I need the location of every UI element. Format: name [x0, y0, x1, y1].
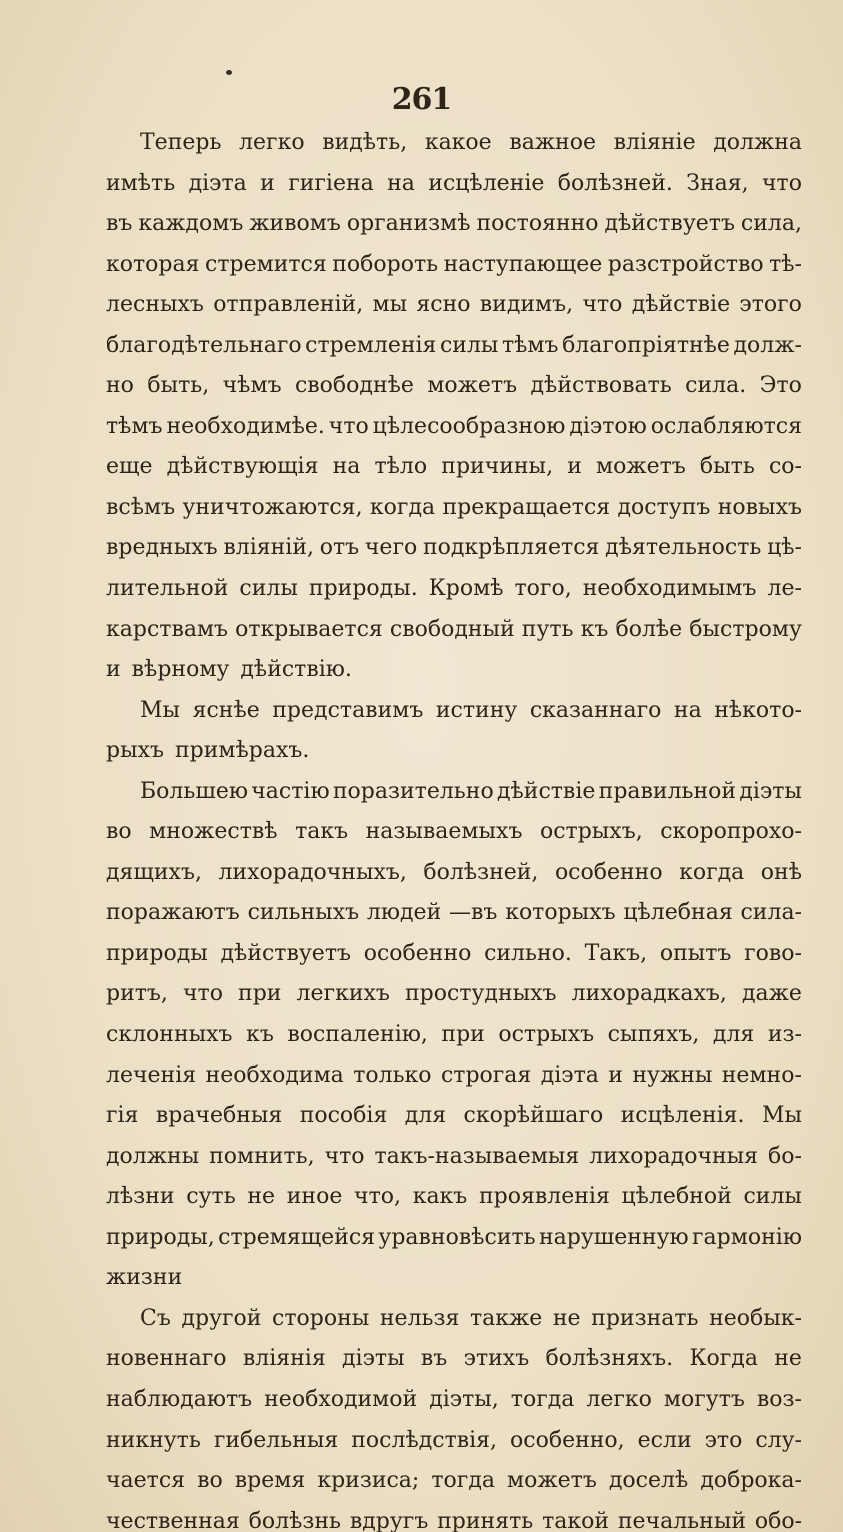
- word: что: [183, 981, 223, 1007]
- word: уничтожаются,: [182, 494, 363, 520]
- word: пособія: [299, 1103, 388, 1129]
- word: цѣлебной: [621, 1184, 732, 1210]
- word: еще: [106, 454, 153, 480]
- word: ясно: [416, 292, 471, 318]
- text-line: [106, 974, 802, 1015]
- word: тѣло: [374, 454, 428, 480]
- word: яснѣе: [192, 697, 260, 723]
- text-line: [106, 1096, 802, 1137]
- word: жизни: [106, 1265, 183, 1291]
- word: воспаленію,: [287, 1022, 428, 1048]
- word: на: [387, 170, 415, 196]
- word: вліяніе: [613, 130, 696, 155]
- word: необходима: [205, 1062, 344, 1088]
- word: тогда: [431, 1468, 495, 1494]
- word: для: [404, 1103, 447, 1129]
- word: цѣ-: [767, 535, 802, 561]
- word: лихорадкахъ,: [571, 981, 727, 1007]
- word: —въ: [449, 900, 498, 926]
- word: силы: [439, 332, 499, 358]
- word: этого: [739, 292, 802, 318]
- text-line: [106, 164, 802, 205]
- word: такой: [542, 1508, 610, 1532]
- word: другой: [181, 1305, 262, 1331]
- word: стремится: [205, 251, 327, 277]
- word: но: [106, 373, 134, 399]
- word: природы: [106, 940, 208, 966]
- word: діэты,: [429, 1386, 499, 1412]
- word: силы: [743, 1184, 802, 1210]
- word: ослабляются: [650, 413, 802, 439]
- word: время: [234, 1468, 306, 1494]
- text-line: [106, 204, 802, 245]
- word: леченія: [106, 1062, 197, 1088]
- word: чего: [364, 535, 418, 561]
- word: Мы: [761, 1103, 802, 1129]
- text-line: [106, 407, 802, 448]
- word: легкихъ: [296, 981, 390, 1007]
- word: Зная,: [686, 170, 749, 196]
- text-line: [106, 1461, 802, 1502]
- word: долж-: [733, 332, 802, 358]
- page-number: 261: [391, 82, 452, 117]
- word: вредныхъ: [106, 535, 218, 561]
- word: особенно: [554, 859, 663, 885]
- text-line: [106, 893, 802, 934]
- word: скорѣйшаго: [463, 1103, 604, 1129]
- word: рыхъ: [106, 738, 164, 764]
- word: помнить,: [209, 1143, 315, 1169]
- word: легко: [586, 1386, 652, 1412]
- word: открывается: [235, 616, 383, 642]
- word: въ: [106, 211, 133, 237]
- body-text: [106, 123, 802, 1532]
- word: гія: [106, 1103, 139, 1129]
- word: карствамъ: [106, 616, 229, 642]
- word: печальный: [617, 1508, 746, 1532]
- text-line: [106, 772, 802, 813]
- text-line: [106, 812, 802, 853]
- word: могутъ: [663, 1386, 745, 1412]
- word: подкрѣпляется: [422, 535, 600, 561]
- word: болѣзняхъ.: [545, 1346, 674, 1372]
- word: можетъ: [596, 454, 686, 480]
- word: которая: [106, 251, 200, 277]
- text-line: [106, 326, 802, 367]
- word: примѣрахъ.: [175, 738, 310, 764]
- word: постоянно: [476, 211, 599, 237]
- word: острыхъ,: [539, 819, 643, 845]
- word: живомъ: [249, 211, 341, 237]
- word: врачебныя: [155, 1103, 283, 1129]
- word: гигіена: [288, 170, 374, 196]
- word: организмѣ: [346, 211, 471, 237]
- word: природы.: [308, 576, 418, 602]
- word: уравновѣсить: [378, 1224, 536, 1250]
- word: цѣлебная: [623, 900, 733, 926]
- word: гово-: [744, 940, 802, 966]
- word: не: [552, 1305, 581, 1331]
- word: людей: [366, 900, 442, 926]
- word: діэты: [342, 1346, 405, 1372]
- word: доброка-: [700, 1468, 802, 1494]
- word: что: [324, 1143, 365, 1169]
- text-line: [106, 731, 802, 772]
- word: сильно.: [484, 940, 572, 966]
- text-line: [106, 366, 802, 407]
- word: нужны: [632, 1062, 713, 1088]
- word: мы: [372, 292, 408, 318]
- word: необык-: [709, 1305, 802, 1331]
- word: свободный: [389, 616, 515, 642]
- word: къ: [246, 1022, 274, 1048]
- word: Съ: [140, 1305, 171, 1331]
- word: онѣ: [760, 859, 802, 885]
- word: легко: [239, 130, 305, 155]
- word: въ: [420, 1346, 448, 1372]
- word: не: [774, 1346, 802, 1372]
- word: новеннаго: [106, 1346, 227, 1372]
- word: при: [441, 1022, 485, 1048]
- word: вдругъ: [349, 1508, 429, 1532]
- word: побороть: [332, 251, 439, 277]
- word: быть: [699, 454, 755, 480]
- word: Когда: [689, 1346, 758, 1372]
- text-line: [106, 1421, 802, 1462]
- text-line: [106, 1015, 802, 1056]
- word: быть,: [147, 373, 210, 399]
- word: сказаннаго: [529, 697, 662, 723]
- word: тѣмъ: [106, 413, 163, 439]
- word: воз-: [756, 1386, 802, 1412]
- word: что: [328, 413, 369, 439]
- word: прекращается: [442, 494, 611, 520]
- word: дѣйствіе: [631, 292, 731, 318]
- word: можетъ: [427, 373, 518, 399]
- word: доселѣ: [608, 1468, 689, 1494]
- word: стороны: [272, 1305, 370, 1331]
- word: важное: [509, 130, 596, 155]
- word: гармонію: [692, 1224, 802, 1250]
- word: отправленій,: [213, 292, 364, 318]
- word: благодѣтельнаго: [106, 332, 302, 358]
- text-line: [106, 1502, 802, 1532]
- word: нѣкото-: [714, 697, 802, 723]
- word: что,: [354, 1184, 401, 1210]
- word: лихорадочныхъ,: [218, 859, 407, 885]
- word: такъ-называемыя: [374, 1143, 580, 1169]
- word: поразительно: [332, 778, 494, 804]
- word: простудныхъ: [404, 981, 557, 1007]
- word: множествѣ: [149, 819, 278, 845]
- word: и: [106, 657, 121, 683]
- word: правильной: [598, 778, 737, 804]
- word: силы: [239, 576, 298, 602]
- word: діэтою: [569, 413, 647, 439]
- text-line: [106, 123, 802, 164]
- word: ритъ,: [106, 981, 168, 1007]
- word: тѣ-: [769, 251, 802, 277]
- word: наблюдаютъ: [106, 1386, 253, 1412]
- word: вліяній,: [223, 535, 314, 561]
- word: при: [238, 981, 282, 1007]
- word: из-: [767, 1022, 802, 1048]
- word: тогда: [510, 1386, 575, 1412]
- word: лѣзни: [106, 1184, 175, 1210]
- word: дѣйствуетъ: [220, 940, 351, 966]
- text-line: [106, 691, 802, 732]
- word: къ: [580, 616, 609, 642]
- word: иное: [286, 1184, 343, 1210]
- word: этихъ: [463, 1346, 530, 1372]
- word: цѣлесообразною: [372, 413, 566, 439]
- word: нельзя: [379, 1305, 460, 1331]
- word: бо-: [768, 1143, 802, 1169]
- word: скоропрохо-: [660, 819, 802, 845]
- word: имѣть: [106, 170, 176, 196]
- word: діэта: [540, 1062, 599, 1088]
- word: вѣрному: [131, 657, 230, 683]
- word: стремленія: [305, 332, 437, 358]
- word: разстройство: [607, 251, 764, 277]
- word: слу-: [755, 1427, 802, 1453]
- word: должна: [713, 130, 802, 155]
- word: природы,: [106, 1224, 215, 1250]
- word: склонныхъ: [106, 1022, 233, 1048]
- word: дѣйствію.: [240, 657, 352, 683]
- word: на: [673, 697, 702, 723]
- word: и: [260, 170, 275, 196]
- word: причины,: [441, 454, 554, 480]
- word: необходимымъ: [582, 576, 757, 602]
- word: болѣзнь: [248, 1508, 341, 1532]
- word: лительной: [106, 576, 229, 602]
- word: Это: [759, 373, 802, 399]
- word: какъ: [412, 1184, 468, 1210]
- word: никнуть: [106, 1427, 201, 1453]
- word: доступъ: [617, 494, 711, 520]
- word: быстрому: [689, 616, 802, 642]
- word: что: [761, 170, 802, 196]
- word: и: [567, 454, 582, 480]
- word: дѣйствующія: [166, 454, 319, 480]
- word: того,: [514, 576, 572, 602]
- word: Мы: [140, 697, 181, 723]
- word: діэты: [739, 778, 802, 804]
- word: ле-: [767, 576, 802, 602]
- word: тѣмъ: [501, 332, 559, 358]
- word: должны: [106, 1143, 200, 1169]
- text-line: [106, 245, 802, 286]
- word: кризиса;: [317, 1468, 420, 1494]
- text-line: [106, 1056, 802, 1097]
- text-line: [106, 569, 802, 610]
- word: частію: [251, 778, 330, 804]
- word: чается: [106, 1468, 186, 1494]
- word: болѣзней.: [557, 170, 673, 196]
- word: даже: [742, 981, 802, 1007]
- text-line: [106, 1380, 802, 1421]
- word: необходимѣе.: [166, 413, 325, 439]
- word: сила-: [740, 900, 802, 926]
- text-line: [106, 853, 802, 894]
- word: только: [353, 1062, 432, 1088]
- word: если: [637, 1427, 692, 1453]
- word: немно-: [721, 1062, 802, 1088]
- word: чественная: [106, 1508, 240, 1532]
- word: когда: [369, 494, 436, 520]
- word: Кромѣ: [428, 576, 504, 602]
- text-line: [106, 1177, 802, 1218]
- word: необходимой: [264, 1386, 418, 1412]
- word: Такъ,: [584, 940, 648, 966]
- text-line: [106, 447, 802, 488]
- word: Теперь: [140, 130, 222, 155]
- text-line: [106, 528, 802, 569]
- word: проявленія: [479, 1184, 610, 1210]
- word: наступающее: [443, 251, 603, 277]
- word: дящихъ,: [106, 859, 202, 885]
- text-line: [106, 1137, 802, 1178]
- text-line: [106, 1339, 802, 1380]
- word: видѣть,: [322, 130, 408, 155]
- word: строгая: [440, 1062, 532, 1088]
- word: послѣдствія,: [351, 1427, 498, 1453]
- word: исцѣленія.: [620, 1103, 745, 1129]
- word: сила,: [740, 211, 802, 237]
- word: признать: [591, 1305, 699, 1331]
- word: дѣйствіе: [496, 778, 596, 804]
- word: суть: [186, 1184, 236, 1210]
- word: особенно: [363, 940, 472, 966]
- word: лихорадочныя: [589, 1143, 759, 1169]
- word: исцѣленіе: [428, 170, 545, 196]
- text-line: [106, 1299, 802, 1340]
- text-line: [106, 285, 802, 326]
- word: чѣмъ: [222, 373, 282, 399]
- word: болѣе: [615, 616, 683, 642]
- word: нарушенную: [538, 1224, 689, 1250]
- word: не: [247, 1184, 276, 1210]
- word: во: [197, 1468, 223, 1494]
- word: когда: [679, 859, 745, 885]
- word: что: [582, 292, 623, 318]
- word: сила.: [685, 373, 747, 399]
- word: также: [470, 1305, 543, 1331]
- word: и: [608, 1062, 623, 1088]
- text-line: [106, 610, 802, 651]
- word: новыхъ: [717, 494, 802, 520]
- word: дѣятельность: [605, 535, 762, 561]
- word: благопріятнѣе: [562, 332, 730, 358]
- word: какое: [424, 130, 492, 155]
- word: дѣйствуетъ: [604, 211, 735, 237]
- text-line: [106, 1218, 802, 1259]
- text-line: [106, 488, 802, 529]
- word: отъ: [319, 535, 360, 561]
- word: во: [106, 819, 132, 845]
- word: обо-: [754, 1508, 802, 1532]
- text-line: [106, 650, 802, 691]
- word: лесныхъ: [106, 292, 204, 318]
- word: для: [712, 1022, 755, 1048]
- word: сильныхъ: [247, 900, 360, 926]
- word: принять: [437, 1508, 534, 1532]
- word: такъ: [295, 819, 349, 845]
- word: гибельныя: [213, 1427, 339, 1453]
- word: называемыхъ: [365, 819, 523, 845]
- word: на: [332, 454, 361, 480]
- word: дѣйствовать: [530, 373, 672, 399]
- word: діэта: [188, 170, 247, 196]
- word: со-: [768, 454, 802, 480]
- word: вліянія: [242, 1346, 326, 1372]
- word: истину: [435, 697, 518, 723]
- word: это: [704, 1427, 743, 1453]
- word: сыпяхъ,: [607, 1022, 700, 1048]
- word: которыхъ: [505, 900, 616, 926]
- word: представимъ: [272, 697, 424, 723]
- word: видимъ,: [479, 292, 574, 318]
- word: путь: [521, 616, 574, 642]
- word: каждомъ: [138, 211, 244, 237]
- word: свободнѣе: [294, 373, 414, 399]
- word: опытъ: [659, 940, 732, 966]
- word: Большею: [140, 778, 248, 804]
- word: болѣзней,: [423, 859, 539, 885]
- ink-speck: [226, 70, 232, 75]
- word: стремящейся: [218, 1224, 376, 1250]
- word: поражаютъ: [106, 900, 240, 926]
- word: острыхъ: [498, 1022, 595, 1048]
- text-line: [106, 1258, 802, 1299]
- word: всѣмъ: [106, 494, 176, 520]
- word: особенно,: [510, 1427, 625, 1453]
- text-line: [106, 934, 802, 975]
- word: можетъ: [507, 1468, 597, 1494]
